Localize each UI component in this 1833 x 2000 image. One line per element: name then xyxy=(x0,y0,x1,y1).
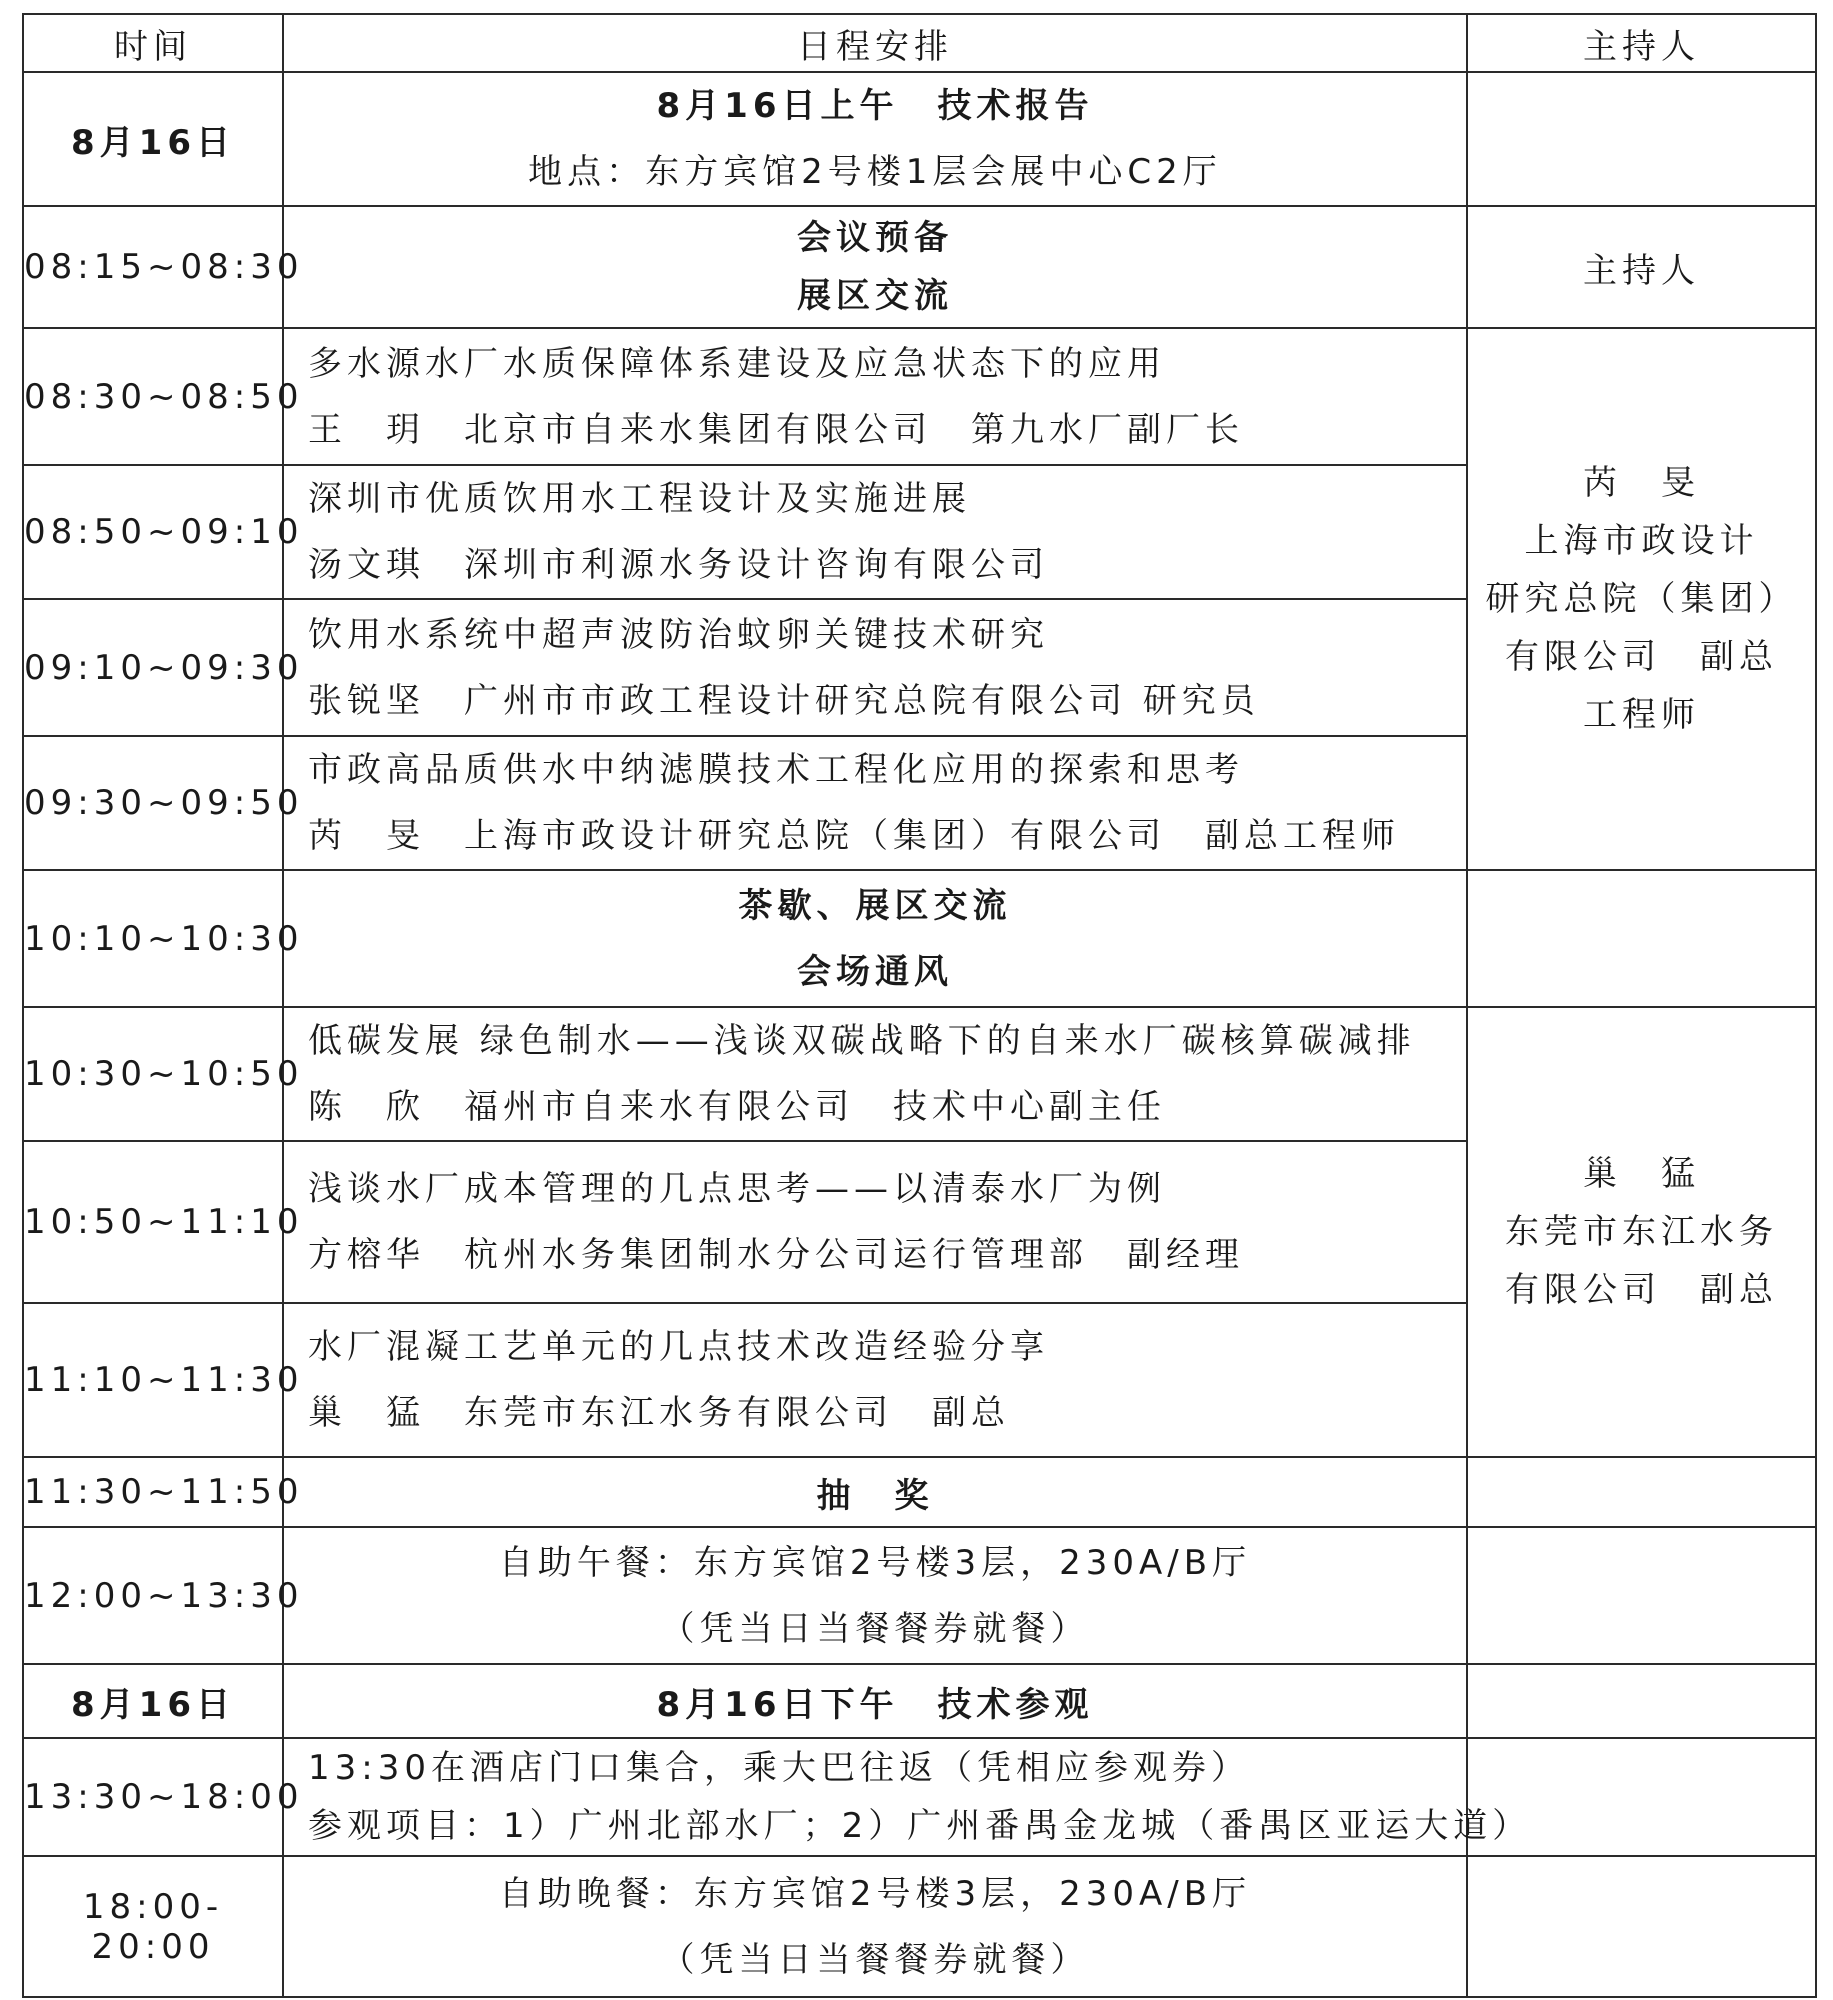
host-title-line: 工程师 xyxy=(1583,695,1700,735)
time-cell: 10:50~11:10 xyxy=(23,1141,283,1303)
talk-cell xyxy=(283,736,1467,870)
talk-title: 市政高品质供水中纳滤膜技术工程化应用的探索和思考 xyxy=(308,750,1244,790)
agenda-line-1: 会议预备 xyxy=(797,218,953,258)
talk-speaker: 陈 欣 福州市自来水有限公司 技术中心副主任 xyxy=(308,1087,1166,1127)
host-cell xyxy=(1467,328,1816,870)
header-time: 时间 xyxy=(23,14,283,72)
header-row xyxy=(23,14,1816,72)
session-cell xyxy=(283,72,1467,206)
time-cell: 09:10~09:30 xyxy=(23,599,283,736)
date-cell: 8月16日 xyxy=(23,1664,283,1738)
table-row xyxy=(23,1527,1816,1664)
meal-note: （凭当日当餐餐券就餐） xyxy=(660,1939,1090,1980)
talk-title: 深圳市优质饮用水工程设计及实施进展 xyxy=(308,479,971,519)
host-cell-empty xyxy=(1467,1664,1816,1738)
talk-cell xyxy=(283,1007,1467,1141)
host-cell-empty xyxy=(1467,870,1816,1007)
time-cell: 18:00-20:00 xyxy=(23,1856,283,1997)
session-location: 地点：东方宾馆2号楼1层会展中心C2厅 xyxy=(528,152,1222,192)
talk-cell xyxy=(283,328,1467,465)
table-row xyxy=(23,870,1816,1007)
table-row xyxy=(23,1457,1816,1527)
talk-cell xyxy=(283,1303,1467,1457)
visit-items: 参观项目：1）广州北部水厂；2）广州番禺金龙城（番禺区亚运大道） xyxy=(308,1806,1532,1846)
host-cell-empty xyxy=(1467,72,1816,206)
host-org-line: 东莞市东江水务 xyxy=(1505,1212,1778,1252)
date-cell: 8月16日 xyxy=(23,72,283,206)
table-row xyxy=(23,328,1816,465)
host-org-line: 有限公司 副总 xyxy=(1505,1270,1778,1310)
header-host: 主持人 xyxy=(1467,14,1816,72)
meal-location: 自助午餐：东方宾馆2号楼3层，230A/B厅 xyxy=(498,1542,1252,1583)
agenda-line-2: 会场通风 xyxy=(797,951,953,992)
host-cell-empty xyxy=(1467,1856,1816,1997)
agenda-line-1: 茶歇、展区交流 xyxy=(738,885,1012,926)
session-title: 8月16日上午 技术报告 xyxy=(656,86,1094,126)
host-org-line: 研究总院（集团） xyxy=(1485,579,1798,619)
talk-speaker: 张锐坚 广州市市政工程设计研究总院有限公司 研究员 xyxy=(308,680,1260,721)
talk-speaker: 巢 猛 东莞市东江水务有限公司 副总 xyxy=(308,1393,1010,1433)
schedule-table xyxy=(22,13,1817,1998)
talk-speaker: 汤文琪 深圳市利源水务设计咨询有限公司 xyxy=(308,545,1049,585)
table-row xyxy=(23,206,1816,328)
host-name: 芮 旻 xyxy=(1583,463,1700,503)
time-cell: 08:30~08:50 xyxy=(23,328,283,465)
time-cell: 10:10~10:30 xyxy=(23,870,283,1007)
agenda-cell xyxy=(283,206,1467,328)
time-cell: 12:00~13:30 xyxy=(23,1527,283,1664)
visit-assembly: 13:30在酒店门口集合，乘大巴往返（凭相应参观券） xyxy=(308,1748,1250,1788)
time-cell: 13:30~18:00 xyxy=(23,1738,283,1856)
talk-title: 低碳发展 绿色制水——浅谈双碳战略下的自来水厂碳核算碳减排 xyxy=(308,1021,1416,1061)
talk-title: 水厂混凝工艺单元的几点技术改造经验分享 xyxy=(308,1327,1049,1367)
time-cell: 08:15~08:30 xyxy=(23,206,283,328)
talk-title: 浅谈水厂成本管理的几点思考——以清泰水厂为例 xyxy=(308,1169,1166,1209)
agenda-cell: 抽 奖 xyxy=(283,1457,1467,1527)
agenda-line-2: 展区交流 xyxy=(797,276,953,316)
host-name: 巢 猛 xyxy=(1583,1154,1700,1194)
host-cell xyxy=(1467,1007,1816,1457)
time-cell: 10:30~10:50 xyxy=(23,1007,283,1141)
host-org-line: 有限公司 副总 xyxy=(1505,637,1778,677)
session-title: 8月16日下午 技术参观 xyxy=(283,1664,1467,1738)
time-cell: 11:10~11:30 xyxy=(23,1303,283,1457)
meal-location: 自助晚餐：东方宾馆2号楼3层，230A/B厅 xyxy=(498,1873,1252,1914)
time-cell: 08:50~09:10 xyxy=(23,465,283,599)
host-cell-empty xyxy=(1467,1457,1816,1527)
header-schedule: 日程安排 xyxy=(283,14,1467,72)
talk-cell xyxy=(283,465,1467,599)
meal-cell xyxy=(283,1527,1467,1664)
talk-speaker: 王 玥 北京市自来水集团有限公司 第九水厂副厂长 xyxy=(308,409,1244,450)
table-row xyxy=(23,1664,1816,1738)
table-row xyxy=(23,72,1816,206)
talk-cell xyxy=(283,599,1467,736)
table-row xyxy=(23,1856,1816,1997)
meal-note: （凭当日当餐餐券就餐） xyxy=(660,1608,1090,1649)
meal-cell xyxy=(283,1856,1467,1997)
talk-cell xyxy=(283,1141,1467,1303)
time-cell: 09:30~09:50 xyxy=(23,736,283,870)
visit-cell xyxy=(283,1738,1532,1856)
talk-speaker: 方榕华 杭州水务集团制水分公司运行管理部 副经理 xyxy=(308,1235,1244,1275)
table-row xyxy=(23,1738,1816,1856)
table-row xyxy=(23,1007,1816,1141)
talk-title: 多水源水厂水质保障体系建设及应急状态下的应用 xyxy=(308,343,1166,384)
host-org-line: 上海市政设计 xyxy=(1524,521,1759,561)
talk-speaker: 芮 旻 上海市政设计研究总院（集团）有限公司 副总工程师 xyxy=(308,816,1400,856)
host-cell: 主持人 xyxy=(1467,206,1816,328)
time-cell: 11:30~11:50 xyxy=(23,1457,283,1527)
talk-title: 饮用水系统中超声波防治蚊卵关键技术研究 xyxy=(308,614,1049,655)
agenda-cell xyxy=(283,870,1467,1007)
host-cell-empty xyxy=(1467,1527,1816,1664)
